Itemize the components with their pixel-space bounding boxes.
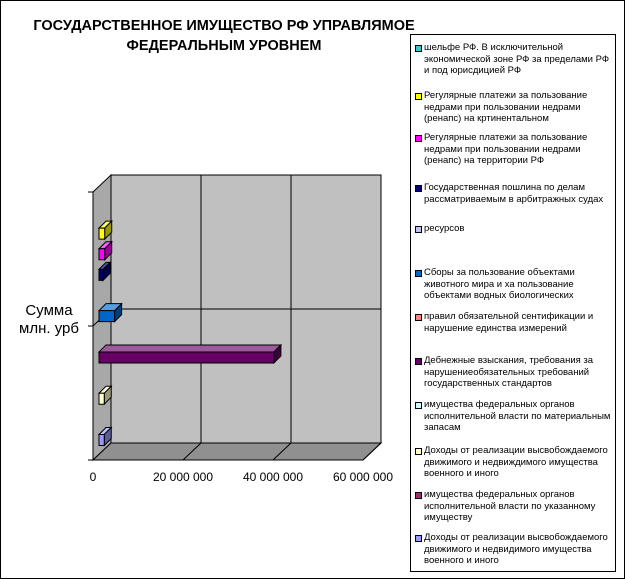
legend-swatch [415, 314, 422, 321]
floor [93, 443, 381, 460]
x-tick-label: 0 [89, 470, 97, 484]
bar-front-face [99, 249, 105, 260]
legend-label: Дебнежные взыскания, требования за нарушениеобязательных требований государственных стандартов [424, 355, 594, 389]
legend-label: шельфе РФ. В исключительной экономической зоне РФ за пределами РФ и под юрисдицией РФ [424, 42, 610, 76]
legend-label: Регулярные платежи за пользование недрами при пользовании недрами (ренапс) на кртинентальном [424, 90, 588, 124]
y-axis-label-line-1: Сумма [25, 302, 73, 319]
x-tick-label: 60 000 000 [332, 470, 394, 484]
bar-front-face [99, 393, 104, 404]
legend-item [415, 42, 613, 77]
legend-swatch [415, 402, 422, 409]
legend-item [415, 223, 613, 235]
bar [99, 345, 281, 363]
legend-swatch [415, 270, 422, 277]
chart-title-line-2: ФЕДЕРАЛЬНЫМ УРОВНЕМ [126, 38, 322, 54]
legend-item [415, 182, 613, 205]
legend-swatch [415, 535, 422, 542]
legend-label: правил обязательной сентификации и нарушение единства измерений [424, 311, 594, 334]
bar-front-face [99, 228, 105, 239]
legend-swatch [415, 448, 422, 455]
legend-item [415, 445, 613, 480]
bar-front-face [99, 435, 104, 446]
bar-front-face [99, 311, 115, 322]
legend-item [415, 399, 613, 434]
y-axis-label-line-2: млн. урб [19, 320, 79, 337]
legend-label: Доходы от реализации высвобождаемого движимого и недвидимого имущества военного и иного [424, 532, 608, 566]
legend-swatch [415, 226, 422, 233]
legend-label: Государственная пошлина по делам рассматриваемым в арбитражных судах [424, 182, 604, 205]
legend-item [415, 489, 613, 524]
x-tick-label: 20 000 000 [152, 470, 214, 484]
legend-label: Сборы за пользование объектами животного мира и ха пользование объектами водных биологических [424, 267, 575, 301]
bar-front-face [99, 352, 274, 363]
legend-label: имущества федеральных органов исполнительной власти по указанному имуществу [424, 489, 596, 523]
legend-swatch [415, 492, 422, 499]
legend-label: Регулярные платежи за пользование недрами при пользовании недрами (ренапс) на территории РФ [424, 132, 588, 166]
legend-item [415, 267, 613, 302]
legend-label: имущества федеральных органов исполнительной власти по материальным запасам [424, 399, 611, 433]
legend-item [415, 90, 613, 125]
chart-title-line-1: ГОСУДАРСТВЕННОЕ ИМУЩЕСТВО РФ УПРАВЛЯМОЕ [33, 18, 415, 34]
legend-swatch [415, 358, 422, 365]
legend-swatch [415, 93, 422, 100]
legend-item [415, 532, 613, 567]
legend [410, 34, 616, 572]
legend-item [415, 311, 613, 334]
legend-swatch [415, 45, 422, 52]
legend-swatch [415, 185, 422, 192]
legend-label: ресурсов [424, 223, 465, 234]
legend-label: Доходы от реализации высвобождаемого движимого и недвиждимого имущества военного и иного [424, 445, 608, 479]
legend-item [415, 355, 613, 390]
legend-swatch [415, 135, 422, 142]
x-tick-label: 40 000 000 [242, 470, 304, 484]
legend-item [415, 132, 613, 167]
bar-front-face [99, 269, 103, 280]
bar-top-face [99, 345, 281, 352]
